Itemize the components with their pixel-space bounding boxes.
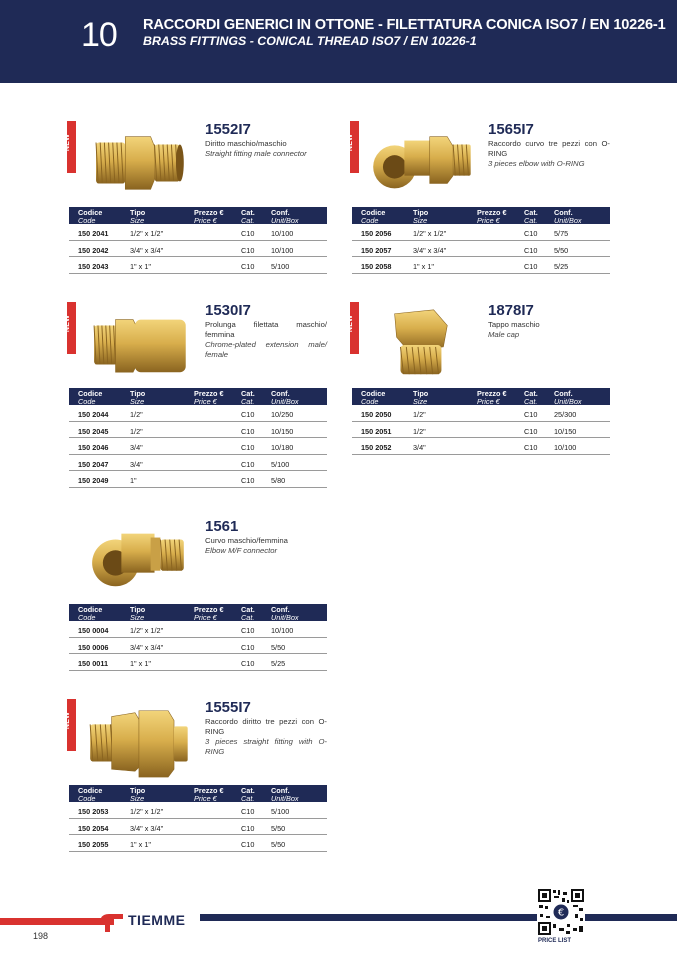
product-description [205, 717, 327, 757]
cell-cat: C10 [241, 410, 255, 419]
cell-box: 5/80 [271, 476, 286, 485]
table-row [69, 471, 327, 488]
description-it: Diritto maschio/maschio [205, 139, 287, 148]
table-header [69, 604, 327, 621]
description-en: 3 pieces straight fitting with O-RING [205, 737, 327, 756]
cell-box: 10/250 [271, 410, 294, 419]
cell-cat: C10 [241, 476, 255, 485]
col-size-header: Tipo Size [130, 605, 146, 622]
col-price-header: Prezzo € Price € [477, 208, 507, 225]
tiemme-logo-icon [101, 914, 123, 932]
cell-code: 150 2054 [78, 823, 109, 833]
cell-box: 5/50 [271, 823, 286, 833]
table-header [69, 388, 327, 405]
cell-code: 150 2050 [361, 410, 392, 419]
table-row [352, 224, 610, 241]
cell-box: 10/150 [271, 426, 294, 436]
product-description [488, 139, 610, 169]
cell-size: 1" x 1" [130, 262, 151, 271]
col-price-header: Prezzo € Price € [477, 389, 507, 406]
cell-code: 150 2043 [78, 262, 109, 271]
cell-cat: C10 [241, 642, 255, 652]
product-code: 1878I7 [488, 302, 534, 319]
cell-box: 10/100 [554, 443, 577, 452]
table-header [69, 785, 327, 802]
price-table [69, 604, 327, 671]
cell-cat: C10 [241, 626, 255, 635]
cell-code: 150 2053 [78, 807, 109, 816]
new-badge: NEW [67, 699, 76, 751]
cell-cat: C10 [241, 262, 255, 271]
table-row [69, 438, 327, 455]
cell-box: 5/50 [554, 245, 569, 255]
new-badge: NEW [350, 121, 359, 173]
price-table [352, 207, 610, 274]
description-en: Elbow M/F connector [205, 546, 278, 555]
cell-box: 10/100 [271, 626, 294, 635]
cell-size: 3/4" x 3/4" [413, 245, 447, 255]
footer-red-band [0, 918, 114, 925]
table-row [352, 438, 610, 455]
table-row [69, 802, 327, 819]
cell-box: 5/100 [271, 459, 290, 469]
cell-code: 150 2056 [361, 229, 392, 238]
product-code: 1555I7 [205, 699, 251, 716]
cell-size: 1" x 1" [130, 659, 151, 668]
cell-cat: C10 [524, 245, 538, 255]
cell-code: 150 2049 [78, 476, 109, 485]
product-image-p4 [364, 304, 474, 382]
cell-size: 3/4" x 3/4" [130, 823, 164, 833]
col-price-header: Prezzo € Price € [194, 389, 224, 406]
table-header [352, 207, 610, 224]
cell-size: 1/2" x 1/2" [413, 229, 447, 238]
product-image-p5 [81, 520, 191, 598]
cell-cat: C10 [524, 443, 538, 452]
cell-cat: C10 [241, 426, 255, 436]
cell-code: 150 2055 [78, 840, 109, 849]
table-row [352, 422, 610, 439]
price-table [69, 388, 327, 488]
col-price-header: Prezzo € Price € [194, 208, 224, 225]
product-image-p3 [81, 304, 191, 382]
col-code-header: Codice Code [78, 208, 103, 225]
cell-code: 150 0004 [78, 626, 109, 635]
cell-code: 150 2052 [361, 443, 392, 452]
price-table [352, 388, 610, 455]
description-en: Straight fitting male connector [205, 149, 307, 158]
page-header [0, 0, 677, 83]
product-code: 1530I7 [205, 302, 251, 319]
cell-size: 1" x 1" [130, 840, 151, 849]
footer-navy-band [200, 914, 677, 921]
product-image-p2 [364, 123, 474, 201]
description-it: Raccordo curvo tre pezzi con O-RING [488, 139, 610, 158]
cell-size: 1" [130, 476, 137, 485]
table-row [69, 224, 327, 241]
product-image-p6 [81, 701, 191, 779]
new-badge: NEW [350, 302, 359, 354]
cell-cat: C10 [241, 459, 255, 469]
cell-box: 25/300 [554, 410, 577, 419]
table-row [69, 638, 327, 655]
table-row [69, 257, 327, 274]
cell-size: 3/4" x 3/4" [130, 245, 164, 255]
cell-code: 150 2041 [78, 229, 109, 238]
cell-size: 1/2" x 1/2" [130, 807, 164, 816]
cell-code: 150 2057 [361, 245, 392, 255]
price-table [69, 207, 327, 274]
description-en: Male cap [488, 330, 520, 339]
col-cat-header: Cat. Cat. [241, 389, 255, 406]
table-row [69, 835, 327, 852]
cell-size: 3/4" [130, 443, 143, 452]
cell-size: 1/2" [413, 410, 426, 419]
col-code-header: Codice Code [361, 208, 386, 225]
cell-box: 5/50 [271, 840, 286, 849]
col-box-header: Conf. Unit/Box [271, 208, 299, 225]
description-en: 3 pieces elbow with O-RING [488, 159, 585, 168]
table-row [69, 654, 327, 671]
cell-size: 1/2" [130, 426, 143, 436]
cell-cat: C10 [241, 659, 255, 668]
col-cat-header: Cat. Cat. [524, 389, 538, 406]
product-code: 1561 [205, 518, 239, 535]
product-description [205, 536, 327, 556]
page-title: RACCORDI GENERICI IN OTTONE - FILETTATURA CONICA ISO7 / EN 10226-1 [143, 17, 666, 33]
col-cat-header: Cat. Cat. [241, 786, 255, 803]
cell-box: 5/100 [271, 262, 290, 271]
table-row [69, 405, 327, 422]
new-badge: NEW [67, 121, 76, 173]
cell-size: 1/2" [413, 426, 426, 436]
chapter-number: 10 [81, 16, 117, 54]
table-row [69, 455, 327, 472]
product-image-p1 [81, 123, 191, 201]
cell-size: 1/2" x 1/2" [130, 229, 164, 238]
cell-box: 5/75 [554, 229, 569, 238]
cell-cat: C10 [524, 410, 538, 419]
col-box-header: Conf. Unit/Box [554, 389, 582, 406]
cell-code: 150 2051 [361, 426, 392, 436]
table-header [69, 207, 327, 224]
table-row [69, 819, 327, 836]
description-it: Curvo maschio/femmina [205, 536, 288, 545]
col-size-header: Tipo Size [130, 786, 146, 803]
cell-code: 150 2058 [361, 262, 392, 271]
product-description [488, 320, 610, 340]
cell-cat: C10 [524, 229, 538, 238]
table-row [352, 241, 610, 258]
description-it: Raccordo diritto tre pezzi con O-RING [205, 717, 327, 736]
col-cat-header: Cat. Cat. [524, 208, 538, 225]
table-row [69, 422, 327, 439]
cell-cat: C10 [241, 840, 255, 849]
cell-code: 150 2047 [78, 459, 109, 469]
svg-text:€: € [557, 907, 565, 919]
price-table [69, 785, 327, 852]
cell-size: 1/2" x 1/2" [130, 626, 164, 635]
brand-name: TIEMME [128, 912, 186, 928]
table-row [69, 621, 327, 638]
cell-size: 1" x 1" [413, 262, 434, 271]
col-size-header: Tipo Size [130, 389, 146, 406]
col-size-header: Tipo Size [413, 208, 429, 225]
description-it: Prolunga filettata maschio/ femmina [205, 320, 327, 339]
product-description [205, 139, 327, 159]
col-code-header: Codice Code [361, 389, 386, 406]
cell-code: 150 0006 [78, 642, 109, 652]
cell-code: 150 0011 [78, 659, 109, 668]
description-en: Chrome-plated extension male/ female [205, 340, 327, 359]
col-cat-header: Cat. Cat. [241, 208, 255, 225]
cell-cat: C10 [524, 426, 538, 436]
cell-box: 10/180 [271, 443, 294, 452]
cell-size: 3/4" [413, 443, 426, 452]
col-size-header: Tipo Size [413, 389, 429, 406]
new-badge: NEW [67, 302, 76, 354]
product-code: 1552I7 [205, 121, 251, 138]
cell-box: 5/25 [271, 659, 286, 668]
col-box-header: Conf. Unit/Box [271, 389, 299, 406]
cell-cat: C10 [241, 229, 255, 238]
product-description [205, 320, 327, 360]
cell-box: 5/100 [271, 807, 290, 816]
col-size-header: Tipo Size [130, 208, 146, 225]
col-price-header: Prezzo € Price € [194, 786, 224, 803]
cell-code: 150 2042 [78, 245, 109, 255]
cell-size: 3/4" [130, 459, 143, 469]
cell-size: 3/4" x 3/4" [130, 642, 164, 652]
cell-box: 10/100 [271, 245, 294, 255]
col-cat-header: Cat. Cat. [241, 605, 255, 622]
table-row [69, 241, 327, 258]
cell-box: 10/100 [271, 229, 294, 238]
cell-cat: C10 [241, 245, 255, 255]
cell-code: 150 2045 [78, 426, 109, 436]
table-header [352, 388, 610, 405]
qr-label: PRICE LIST [538, 938, 572, 944]
cell-cat: C10 [241, 443, 255, 452]
cell-box: 10/150 [554, 426, 577, 436]
col-box-header: Conf. Unit/Box [271, 605, 299, 622]
col-code-header: Codice Code [78, 786, 103, 803]
cell-cat: C10 [524, 262, 538, 271]
cell-cat: C10 [241, 823, 255, 833]
qr-code-icon[interactable] [537, 888, 585, 936]
page-subtitle: BRASS FITTINGS - CONICAL THREAD ISO7 / EN 10226-1 [143, 34, 477, 48]
col-code-header: Codice Code [78, 389, 103, 406]
table-row [352, 257, 610, 274]
col-price-header: Prezzo € Price € [194, 605, 224, 622]
cell-cat: C10 [241, 807, 255, 816]
product-code: 1565I7 [488, 121, 534, 138]
col-box-header: Conf. Unit/Box [271, 786, 299, 803]
description-it: Tappo maschio [488, 320, 540, 329]
table-row [352, 405, 610, 422]
cell-code: 150 2044 [78, 410, 109, 419]
col-box-header: Conf. Unit/Box [554, 208, 582, 225]
cell-code: 150 2046 [78, 443, 109, 452]
page-number: 198 [33, 931, 49, 941]
cell-size: 1/2" [130, 410, 143, 419]
cell-box: 5/25 [554, 262, 569, 271]
col-code-header: Codice Code [78, 605, 103, 622]
cell-box: 5/50 [271, 642, 286, 652]
